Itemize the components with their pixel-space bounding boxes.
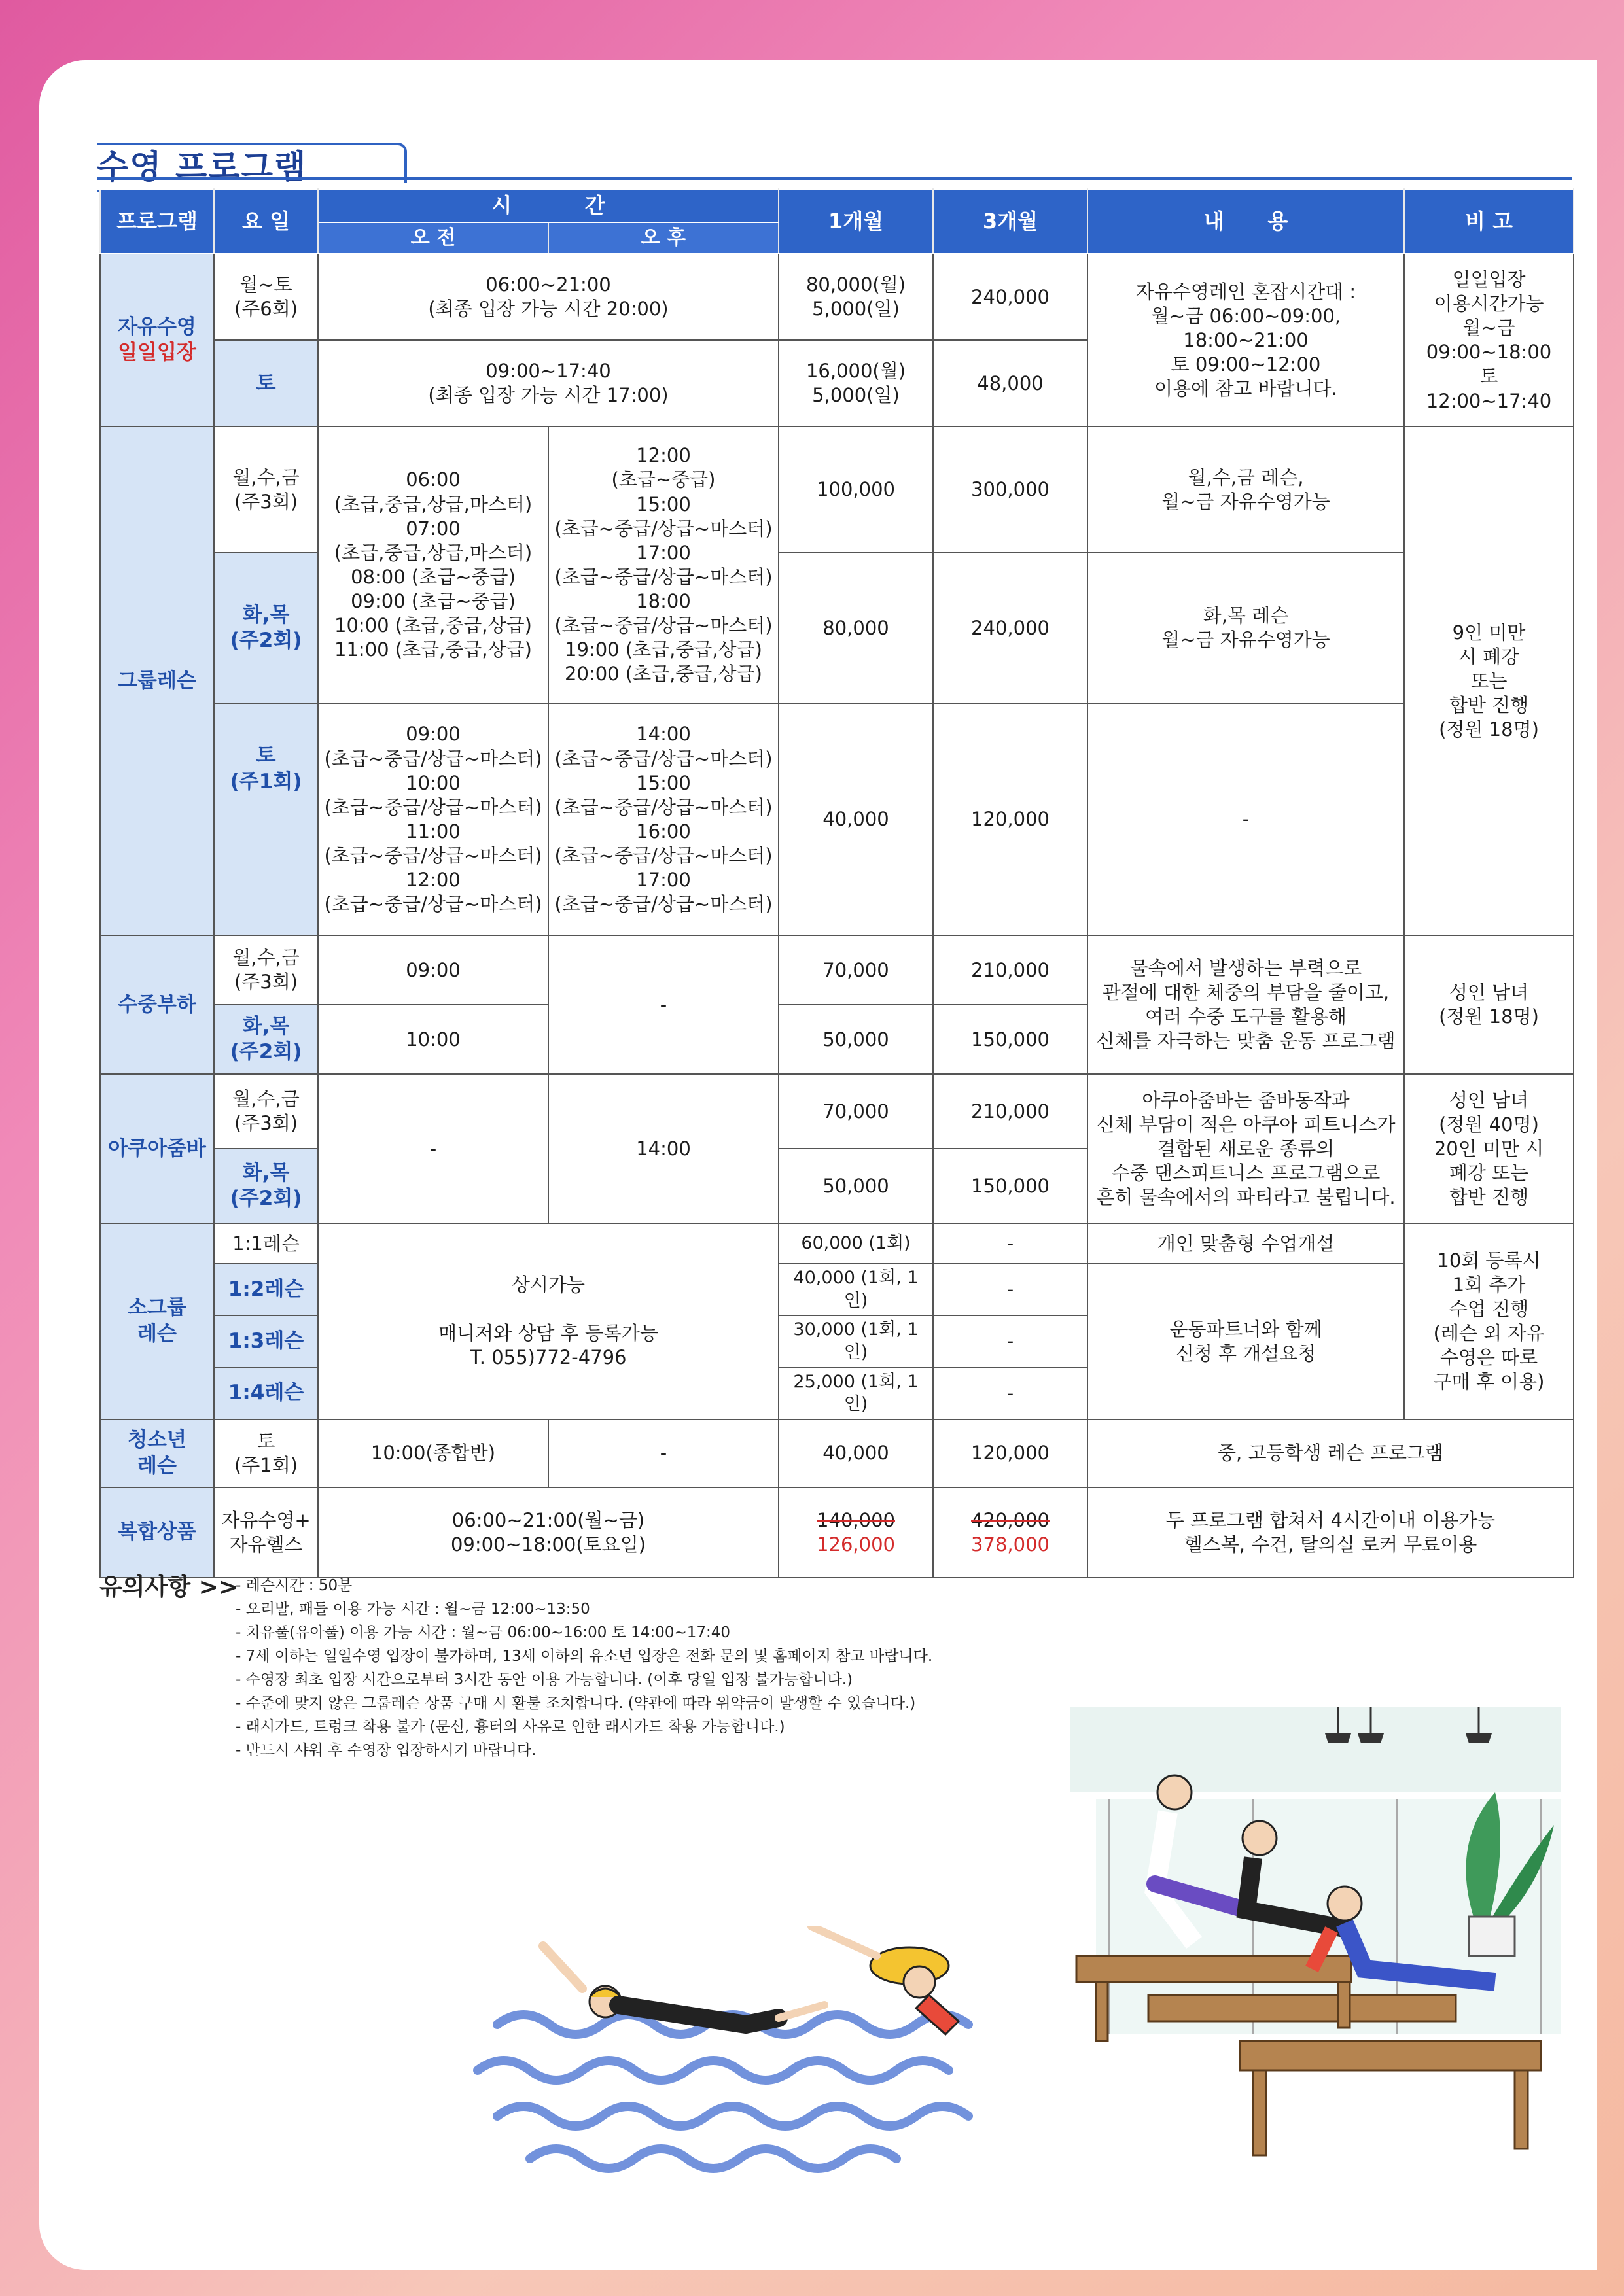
group-r3-3month: 120,000 (933, 703, 1087, 935)
group-r1-content: 월,수,금 레슨, 월~금 자유수영가능 (1087, 426, 1404, 553)
small-c1: 개인 맞춤형 수업개설 (1087, 1223, 1404, 1264)
zumba-content: 아쿠아줌바는 줌바동작과 신체 부담이 적은 아쿠아 피트니스가 결합된 새로운 종류의 수중 댄스피트니스 프로그램으로 흔히 물속에서의 파티라고 불립니다. (1087, 1074, 1404, 1223)
aqua-r1-3month: 210,000 (933, 935, 1087, 1005)
small-c2: 운동파트너와 함께 신청 후 개설요청 (1087, 1264, 1404, 1419)
header-day: 요 일 (214, 189, 318, 254)
combo-3month (933, 1487, 1087, 1578)
small-p3: 30,000 (1회, 1인) (779, 1315, 933, 1367)
youth-pm: - (548, 1419, 779, 1487)
small-d3: 1:3레슨 (214, 1315, 318, 1367)
group-r2-3month: 240,000 (933, 553, 1087, 703)
small-note: 10회 등록시 1회 추가 수업 진행 (레슨 외 자유 수영은 따로 구매 후 이용) (1404, 1223, 1574, 1419)
group-r2-content: 화,목 레슨 월~금 자유수영가능 (1087, 553, 1404, 703)
header-time: 시 간 (318, 189, 779, 222)
group-r3-content: - (1087, 703, 1404, 935)
youth-am: 10:00(종합반) (318, 1419, 548, 1487)
note-item: - 수준에 맞지 않은 그룹레슨 상품 구매 시 환불 조치합니다. (약관에 따라 위약금이 발생할 수 있습니다.) (236, 1695, 916, 1712)
program-table (99, 188, 1574, 1578)
pilates-illustration (1057, 1707, 1561, 2172)
header-am: 오 전 (318, 222, 548, 254)
aqua-content: 물속에서 발생하는 부력으로 관절에 대한 체중의 부담을 줄이고, 여러 수중 도구를 활용해 신체를 자극하는 맞춤 운동 프로그램 (1087, 935, 1404, 1074)
free-content: 자유수영레인 혼잡시간대 : 월~금 06:00~09:00, 18:00~21:00 토 09:00~12:00 이용에 참고 바랍니다. (1087, 254, 1404, 426)
group-r2-1month: 80,000 (779, 553, 933, 703)
zumba-r2-1month: 50,000 (779, 1149, 933, 1223)
header-note: 비 고 (1404, 189, 1574, 254)
small-d4: 1:4레슨 (214, 1368, 318, 1419)
free-r2-1month: 16,000(월) 5,000(일) (779, 340, 933, 426)
aqua-r2-am: 10:00 (318, 1005, 548, 1074)
label-small-group: 소그룹 레슨 (100, 1223, 214, 1419)
small-m3-4: - (933, 1368, 1087, 1419)
combo-time: 06:00~21:00(월~금) 09:00~18:00(토요일) (318, 1487, 779, 1578)
group-note: 9인 미만 시 폐강 또는 합반 진행 (정원 18명) (1404, 426, 1574, 935)
note-item: - 치유풀(유아풀) 이용 가능 시간 : 월~금 06:00~16:00 토 14:00~17:40 (236, 1624, 731, 1641)
group-r1-3month: 300,000 (933, 426, 1087, 553)
zumba-pm: 14:00 (548, 1074, 779, 1223)
note-item: - 오리발, 패들 이용 가능 시간 : 월~금 12:00~13:50 (236, 1601, 590, 1618)
note-item: - 레슨시간 : 50분 (236, 1577, 353, 1594)
label-free-swim-a: 자유수영 (118, 315, 196, 339)
header-content: 내 용 (1087, 189, 1404, 254)
zumba-r2-day: 화,목 (주2회) (214, 1149, 318, 1223)
label-free-swim (100, 254, 214, 426)
group-r3-day: 토 (주1회) (214, 703, 318, 935)
section-title: 수영 프로그램 (97, 148, 308, 186)
small-m3-3: - (933, 1315, 1087, 1367)
aqua-note: 성인 남녀 (정원 18명) (1404, 935, 1574, 1074)
aqua-r1-1month: 70,000 (779, 935, 933, 1005)
header-3month: 3개월 (933, 189, 1087, 254)
free-note: 일일입장 이용시간가능 월~금 09:00~18:00 토 12:00~17:40 (1404, 254, 1574, 426)
group-r2-day: 화,목 (주2회) (214, 553, 318, 703)
small-d1: 1:1레슨 (214, 1223, 318, 1264)
label-aqua-zumba: 아쿠아줌바 (100, 1074, 214, 1223)
group-r3-1month: 40,000 (779, 703, 933, 935)
label-combo: 복합상품 (100, 1487, 214, 1578)
label-group-lesson: 그룹레슨 (100, 426, 214, 935)
swimmers-illustration (471, 1926, 1060, 2182)
free-r2-day: 토 (214, 340, 318, 426)
notes-list (236, 1574, 932, 1762)
free-r2-3month: 48,000 (933, 340, 1087, 426)
combo-3month-new-price: 378,000 (971, 1533, 1050, 1556)
aqua-pm: - (548, 935, 779, 1074)
note-item: - 수영장 최초 입장 시간으로부터 3시간 동안 이용 가능합니다. (이후 당일 입장 불가능합니다.) (236, 1671, 853, 1688)
aqua-r1-day: 월,수,금 (주3회) (214, 935, 318, 1005)
small-p1: 60,000 (1회) (779, 1223, 933, 1264)
combo-1month-new-price: 126,000 (817, 1533, 895, 1556)
zumba-r2-3month: 150,000 (933, 1149, 1087, 1223)
free-r1-1month: 80,000(월) 5,000(일) (779, 254, 933, 340)
aqua-r1-am: 09:00 (318, 935, 548, 1005)
aqua-r2-3month: 150,000 (933, 1005, 1087, 1074)
label-youth: 청소년 레슨 (100, 1419, 214, 1487)
small-time: 상시가능 매니저와 상담 후 등록가능 T. 055)772-4796 (318, 1223, 779, 1419)
combo-day: 자유수영+ 자유헬스 (214, 1487, 318, 1578)
combo-1month-old-price: 140,000 (817, 1508, 895, 1531)
label-aqua-resistance: 수중부하 (100, 935, 214, 1074)
zumba-r1-3month: 210,000 (933, 1074, 1087, 1149)
group-weekday-pm: 12:00 (초급~중급) 15:00 (초급~중급/상급~마스터) 17:00 (초급~중급/상급~마스터) 18:00 (초급~중급/상급~마스터) 19:00 (초급,중급,상급) 20:00 (초급,중급,상급) (548, 426, 779, 703)
note-item: - 래시가드, 트렁크 착용 불가 (문신, 흉터의 사유로 인한 래시가드 착용 가능합니다.) (236, 1718, 785, 1735)
combo-content: 두 프로그램 합쳐서 4시간이내 이용가능 헬스복, 수건, 탈의실 로커 무료이용 (1087, 1487, 1574, 1578)
group-r1-1month: 100,000 (779, 426, 933, 553)
small-p4: 25,000 (1회, 1인) (779, 1368, 933, 1419)
free-r1-time: 06:00~21:00 (최종 입장 가능 시간 20:00) (318, 254, 779, 340)
header-pm: 오 후 (548, 222, 779, 254)
small-p2: 40,000 (1회, 1인) (779, 1264, 933, 1315)
small-m3-2: - (933, 1264, 1087, 1315)
header-1month: 1개월 (779, 189, 933, 254)
group-r1-day: 월,수,금 (주3회) (214, 426, 318, 553)
small-d2: 1:2레슨 (214, 1264, 318, 1315)
free-r1-day: 월~토 (주6회) (214, 254, 318, 340)
combo-3month-old-price: 420,000 (971, 1508, 1050, 1531)
label-daily-entry: 일일입장 (118, 341, 196, 365)
aqua-r2-day: 화,목 (주2회) (214, 1005, 318, 1074)
youth-content: 중, 고등학생 레슨 프로그램 (1087, 1419, 1574, 1487)
group-weekday-am: 06:00 (초급,중급,상급,마스터) 07:00 (초급,중급,상급,마스터) 08:00 (초급~중급) 09:00 (초급~중급) 10:00 (초급,중급,상급) 11:00 (초급,중급,상급) (318, 426, 548, 703)
group-saturday-am: 09:00 (초급~중급/상급~마스터) 10:00 (초급~중급/상급~마스터) 11:00 (초급~중급/상급~마스터) 12:00 (초급~중급/상급~마스터) (318, 703, 548, 935)
youth-3month: 120,000 (933, 1419, 1087, 1487)
header-program: 프로그램 (100, 189, 214, 254)
aqua-r2-1month: 50,000 (779, 1005, 933, 1074)
free-r2-time: 09:00~17:40 (최종 입장 가능 시간 17:00) (318, 340, 779, 426)
note-item: - 7세 이하는 일일수영 입장이 불가하며, 13세 이하의 유소년 입장은 전화 문의 및 홈페이지 참고 바랍니다. (236, 1648, 933, 1665)
zumba-am: - (318, 1074, 548, 1223)
zumba-r1-day: 월,수,금 (주3회) (214, 1074, 318, 1149)
free-r1-3month: 240,000 (933, 254, 1087, 340)
youth-day: 토 (주1회) (214, 1419, 318, 1487)
note-item: - 반드시 샤워 후 수영장 입장하시기 바랍니다. (236, 1742, 537, 1759)
small-m3-1: - (933, 1223, 1087, 1264)
notes-title: 유의사항 >> (99, 1574, 238, 1601)
youth-1month: 40,000 (779, 1419, 933, 1487)
combo-1month (779, 1487, 933, 1578)
zumba-r1-1month: 70,000 (779, 1074, 933, 1149)
zumba-note: 성인 남녀 (정원 40명) 20인 미만 시 폐강 또는 합반 진행 (1404, 1074, 1574, 1223)
group-saturday-pm: 14:00 (초급~중급/상급~마스터) 15:00 (초급~중급/상급~마스터) 16:00 (초급~중급/상급~마스터) 17:00 (초급~중급/상급~마스터) (548, 703, 779, 935)
